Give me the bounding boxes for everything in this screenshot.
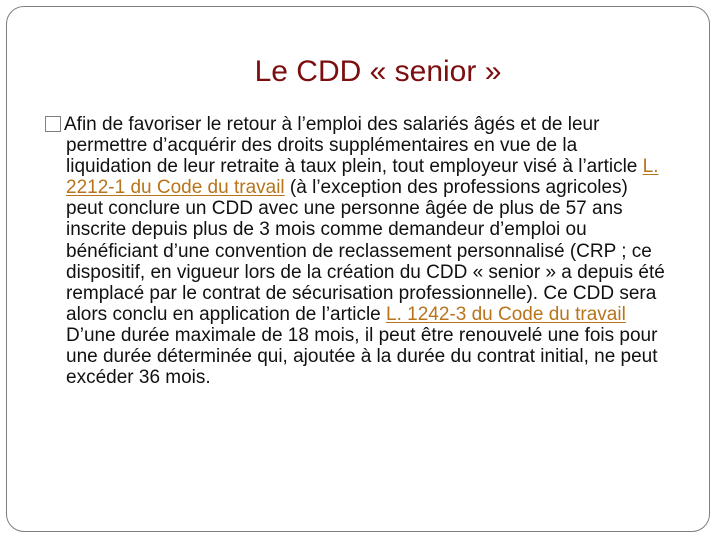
paragraph-text-1: Afin de favoriser le retour à l’emploi des salariés âgés et de leur permettre d’acquérir des droits supplémentaires en vue de la liquidation de leur retraite à taux plein, tout employeur visé à l’article bbox=[64, 114, 643, 178]
bullet-square-icon bbox=[45, 116, 61, 132]
link-l1242-3[interactable]: L. 1242-3 du Code du travail bbox=[386, 303, 626, 325]
link-l2212-1[interactable]: L. 2212-1 du Code du travail bbox=[66, 156, 659, 199]
bullet-paragraph bbox=[66, 114, 666, 388]
paragraph-text-2: (à l’exception des professions agricoles) peut conclure un CDD avec une personne âgée de plus de 57 ans inscrite depuis plus de 3 mois comme demandeur d’emploi ou bénéficiant d’une convention de reclassement personnalisé (CRP ; ce dispositif, en vigueur lors de la création du CDD « senior » a depuis été remplacé par le contrat de sécurisation professionnelle). Ce CDD sera alors conclu en application de l’article bbox=[66, 177, 665, 325]
slide-title: Le CDD « senior » bbox=[254, 55, 502, 88]
paragraph-text-3: D’une durée maximale de 18 mois, il peut être renouvelé une fois pour une durée déterminée qui, ajoutée à la durée du contrat initial, ne peut excéder 36 mois. bbox=[66, 324, 658, 389]
